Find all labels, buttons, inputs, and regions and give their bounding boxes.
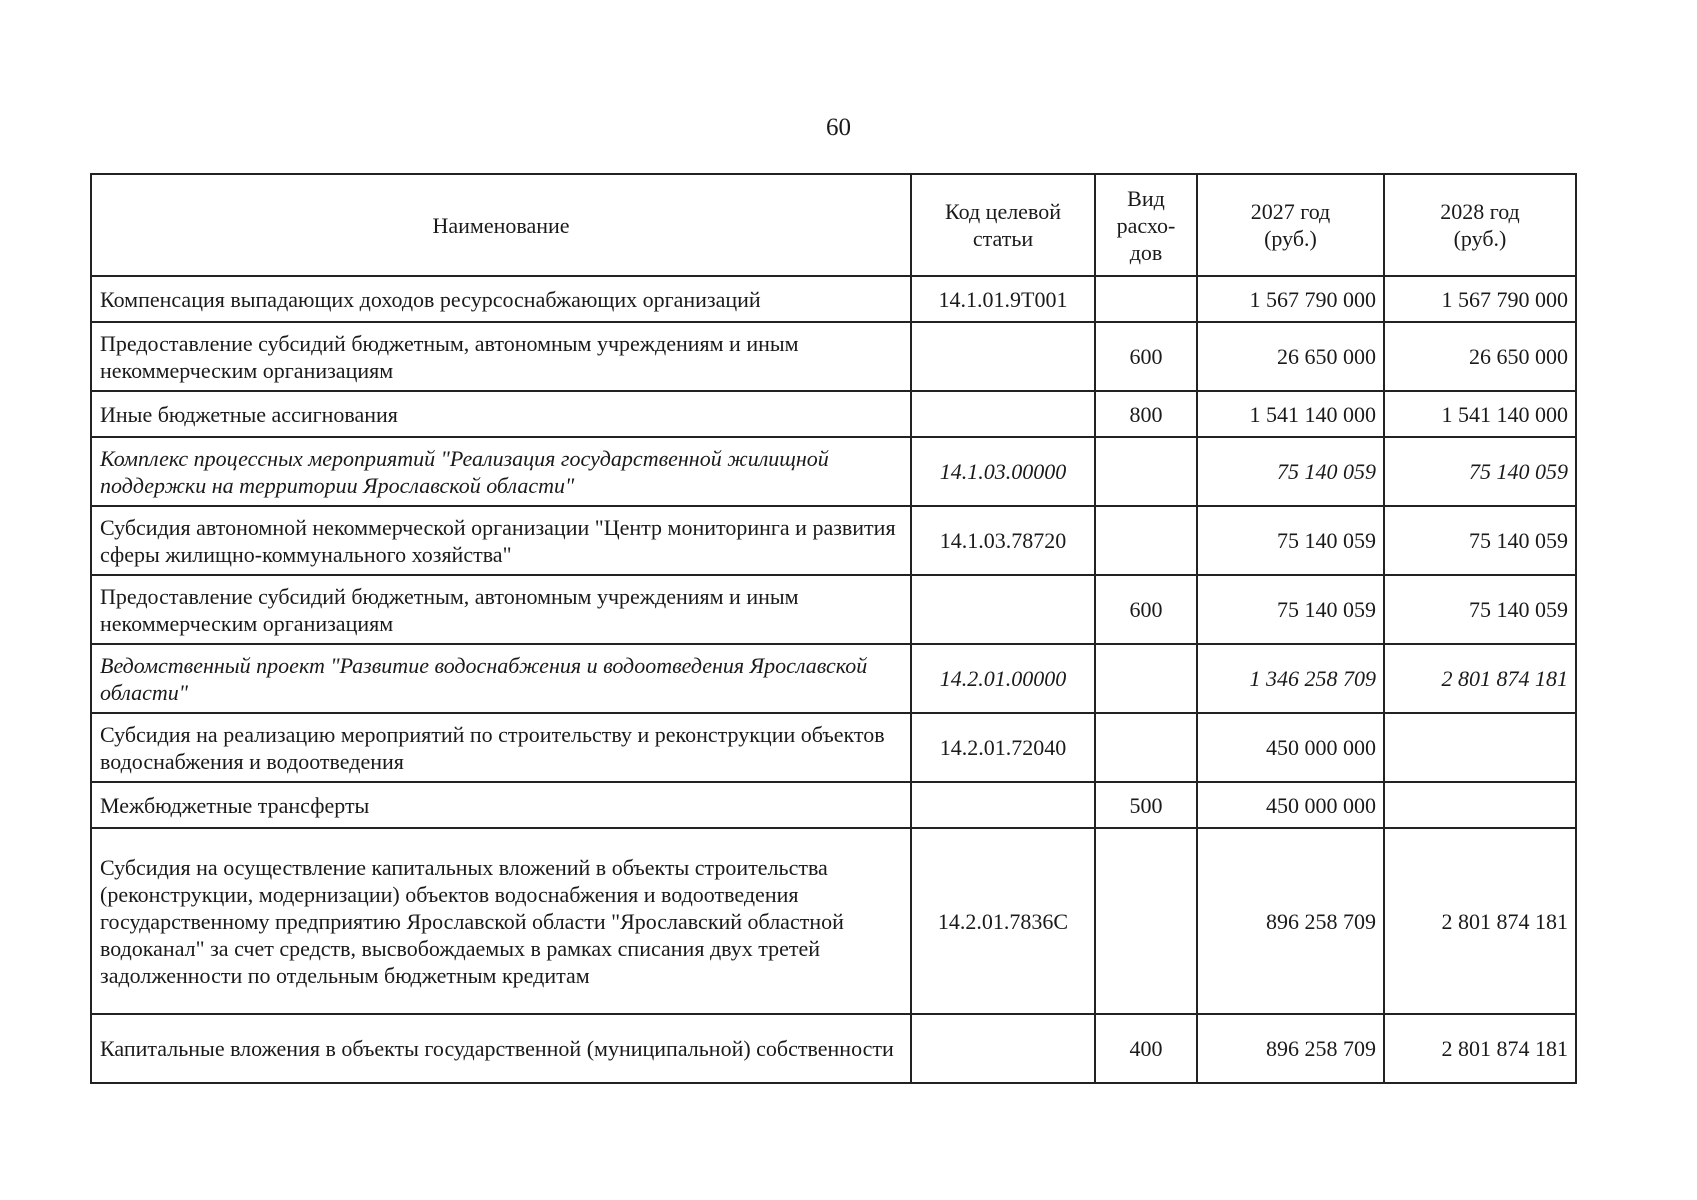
table-row (91, 322, 1576, 391)
table-row (91, 575, 1576, 644)
row-2028: 75 140 059 (1384, 437, 1576, 506)
row-type (1095, 644, 1197, 713)
table-row (91, 437, 1576, 506)
row-2027: 1 346 258 709 (1197, 644, 1384, 713)
row-name: Субсидия автономной некоммерческой организации "Центр мониторинга и развития сферы жилищно-коммунального хозяйства" (91, 506, 911, 575)
row-2027: 450 000 000 (1197, 713, 1384, 782)
row-code: 14.1.03.78720 (911, 506, 1095, 575)
row-name: Предоставление субсидий бюджетным, автономным учреждениям и иным некоммерческим организациям (91, 575, 911, 644)
row-type (1095, 276, 1197, 322)
row-name: Иные бюджетные ассигнования (91, 391, 911, 437)
page-number: 60 (826, 114, 851, 141)
row-code (911, 782, 1095, 828)
header-row (91, 174, 1576, 276)
row-code: 14.1.03.00000 (911, 437, 1095, 506)
row-code (911, 391, 1095, 437)
row-2028 (1384, 713, 1576, 782)
row-name: Предоставление субсидий бюджетным, автономным учреждениям и иным некоммерческим организациям (91, 322, 911, 391)
table-row (91, 276, 1576, 322)
row-2027: 75 140 059 (1197, 437, 1384, 506)
row-code: 14.1.01.9Т001 (911, 276, 1095, 322)
row-type: 600 (1095, 322, 1197, 391)
row-name: Межбюджетные трансферты (91, 782, 911, 828)
header-name-text: Наименование (432, 212, 570, 238)
budget-table (90, 173, 1577, 1084)
row-type: 400 (1095, 1014, 1197, 1083)
table-row (91, 644, 1576, 713)
row-2028: 2 801 874 181 (1384, 644, 1576, 713)
row-2028: 26 650 000 (1384, 322, 1576, 391)
row-code: 14.2.01.00000 (911, 644, 1095, 713)
row-code: 14.2.01.72040 (911, 713, 1095, 782)
row-name: Субсидия на реализацию мероприятий по строительству и реконструкции объектов водоснабжения и водоотведения (91, 713, 911, 782)
row-name: Компенсация выпадающих доходов ресурсоснабжающих организаций (91, 276, 911, 322)
table-row (91, 1014, 1576, 1083)
row-2027: 75 140 059 (1197, 506, 1384, 575)
row-2027: 896 258 709 (1197, 1014, 1384, 1083)
row-code (911, 1014, 1095, 1083)
header-name (91, 174, 911, 276)
header-2028: 2028 год (руб.) (1384, 174, 1576, 276)
row-name: Субсидия на осуществление капитальных вложений в объекты строительства (реконструкции, модернизации) объектов водоснабжения и водоотведения государственному предприятию Ярославской области "Ярославский областной водоканал" за счет средств, высвобождаемых в рамках списания двух третей задолженности по отдельным бюджетным кредитам (91, 828, 911, 1014)
table-row (91, 506, 1576, 575)
table-body (91, 276, 1576, 1083)
row-name: Комплекс процессных мероприятий "Реализация государственной жилищной поддержки на территории Ярославской области" (91, 437, 911, 506)
row-code (911, 575, 1095, 644)
row-2028 (1384, 782, 1576, 828)
row-2027: 1 567 790 000 (1197, 276, 1384, 322)
row-type: 500 (1095, 782, 1197, 828)
row-type (1095, 713, 1197, 782)
row-type: 800 (1095, 391, 1197, 437)
row-2027: 450 000 000 (1197, 782, 1384, 828)
row-2027: 26 650 000 (1197, 322, 1384, 391)
table-header (91, 174, 1576, 276)
row-2028: 2 801 874 181 (1384, 1014, 1576, 1083)
row-type (1095, 506, 1197, 575)
row-name: Капитальные вложения в объекты государственной (муниципальной) собственности (91, 1014, 911, 1083)
row-2028: 75 140 059 (1384, 575, 1576, 644)
row-2028: 75 140 059 (1384, 506, 1576, 575)
table-row (91, 391, 1576, 437)
header-code: Код целевой статьи (911, 174, 1095, 276)
header-2027: 2027 год (руб.) (1197, 174, 1384, 276)
row-2028: 1 541 140 000 (1384, 391, 1576, 437)
row-code: 14.2.01.7836С (911, 828, 1095, 1014)
row-type: 600 (1095, 575, 1197, 644)
row-code (911, 322, 1095, 391)
table-row (91, 782, 1576, 828)
table-row (91, 828, 1576, 1014)
table-row (91, 713, 1576, 782)
row-2027: 896 258 709 (1197, 828, 1384, 1014)
row-2027: 1 541 140 000 (1197, 391, 1384, 437)
row-type (1095, 437, 1197, 506)
row-2028: 1 567 790 000 (1384, 276, 1576, 322)
row-2027: 75 140 059 (1197, 575, 1384, 644)
row-2028: 2 801 874 181 (1384, 828, 1576, 1014)
row-type (1095, 828, 1197, 1014)
row-name: Ведомственный проект "Развитие водоснабжения и водоотведения Ярославской области" (91, 644, 911, 713)
header-type: Вид расхо- дов (1095, 174, 1197, 276)
